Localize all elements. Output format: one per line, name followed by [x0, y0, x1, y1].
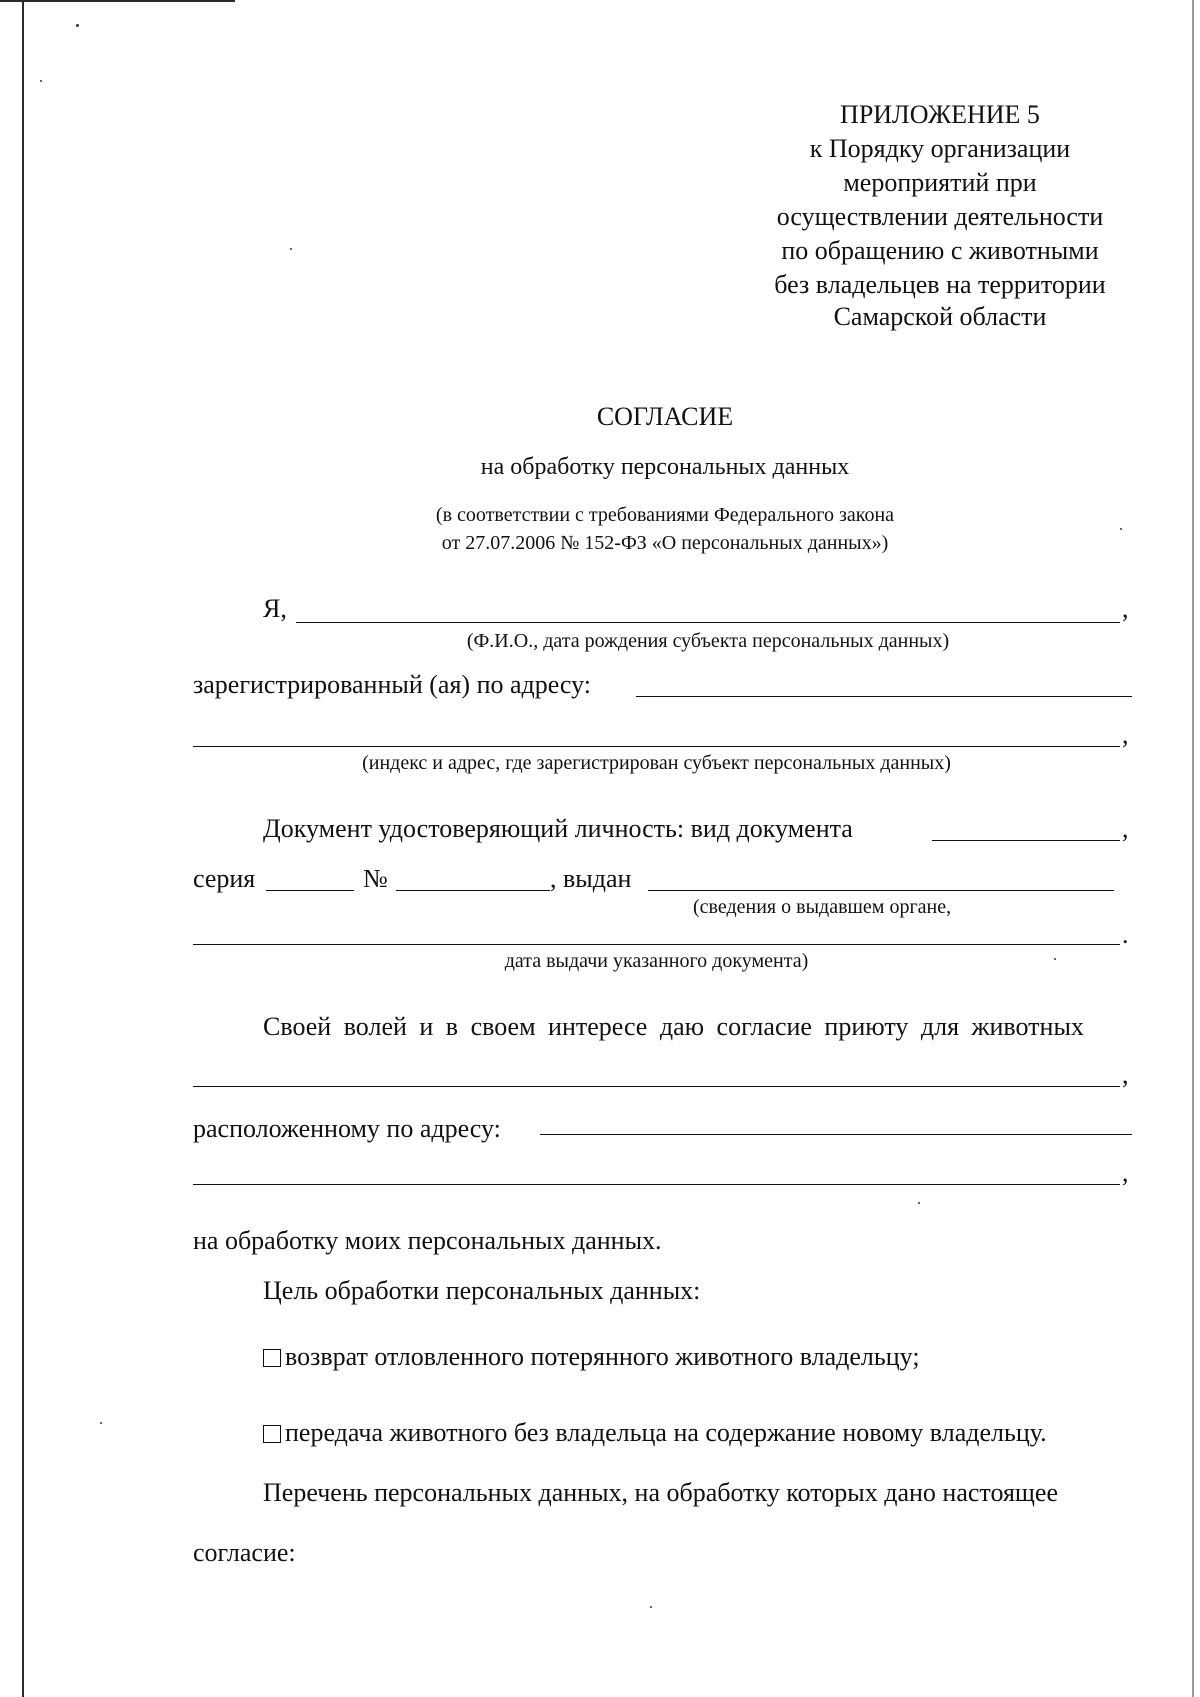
registered-address-field-line[interactable]: [636, 696, 1132, 697]
issue-date-field-line[interactable]: [193, 944, 1120, 945]
scan-border-top: [0, 0, 235, 2]
shelter-address-field-line[interactable]: [540, 1134, 1132, 1135]
legal-basis-line: от 27.07.2006 № 152-ФЗ «О персональных данных»): [441, 532, 889, 554]
scan-speck: [918, 1202, 920, 1204]
address-hint: (индекс и адрес, где зарегистрирован субъект персональных данных): [362, 752, 951, 774]
comma: ,: [1122, 1060, 1129, 1089]
legal-basis-line: (в соответствии с требованиями Федерального закона: [435, 504, 895, 526]
purpose-return-checkbox[interactable]: [263, 1349, 281, 1367]
fio-field-line[interactable]: [296, 622, 1120, 623]
comma: ,: [1122, 1158, 1129, 1187]
issue-date-hint: дата выдачи указанного документа): [504, 950, 809, 972]
series-label: серия: [193, 864, 256, 893]
i-label: Я,: [263, 594, 287, 623]
document-type-field-line[interactable]: [932, 840, 1120, 841]
number-label: №: [363, 864, 388, 893]
scan-speck: [76, 24, 79, 27]
comma: ,: [1122, 814, 1129, 843]
document-title: СОГЛАСИЕ: [596, 402, 734, 431]
annex-line: мероприятий при: [843, 168, 1037, 197]
fio-hint: (Ф.И.О., дата рождения субъекта персональных данных): [466, 630, 950, 652]
number-field-line[interactable]: [396, 890, 550, 891]
located-label: расположенному по адресу:: [193, 1114, 501, 1143]
annex-line: осуществлении деятельности: [776, 202, 1104, 231]
data-list-intro: Перечень персональных данных, на обработку которых дано настоящее: [263, 1478, 1059, 1507]
shelter-address-field-line-2[interactable]: [193, 1184, 1120, 1185]
purpose-option-return[interactable]: [263, 1342, 920, 1372]
consent-line: Своей волей и в своем интересе даю согласие приюту для животных: [263, 1012, 1084, 1041]
registered-label: зарегистрированный (ая) по адресу:: [193, 670, 592, 699]
scan-speck: [650, 1606, 652, 1608]
scan-border-right: [1192, 0, 1194, 1697]
annex-line: к Порядку организации: [809, 134, 1071, 163]
purpose-return-label: возврат отловленного потерянного животного владельцу;: [285, 1342, 920, 1371]
shelter-name-field-line[interactable]: [193, 1086, 1120, 1087]
purpose-label: Цель обработки персональных данных:: [263, 1276, 701, 1305]
data-list-intro-continued: согласие:: [193, 1538, 296, 1567]
issuer-field-line[interactable]: [648, 890, 1114, 891]
annex-line: по обращению с животными: [781, 236, 1099, 265]
scan-speck: [290, 248, 292, 250]
purpose-transfer-label: передача животного без владельца на содержание новому владельцу.: [285, 1418, 1047, 1447]
processing-line: на обработку моих персональных данных.: [193, 1226, 662, 1255]
annex-line: без владельцев на территории: [774, 270, 1106, 299]
scan-border-left: [22, 0, 24, 1697]
comma: ,: [1122, 594, 1129, 623]
annex-line: Самарской области: [833, 302, 1047, 331]
scan-speck: [40, 80, 42, 82]
issued-label: , выдан: [550, 864, 632, 893]
series-field-line[interactable]: [266, 890, 354, 891]
issuer-hint: (сведения о выдавшем органе,: [693, 896, 952, 918]
period: .: [1122, 920, 1129, 949]
comma: ,: [1122, 720, 1129, 749]
purpose-option-transfer[interactable]: [263, 1418, 1047, 1448]
scan-speck: [1120, 528, 1122, 530]
purpose-transfer-checkbox[interactable]: [263, 1425, 281, 1443]
annex-title: ПРИЛОЖЕНИЕ 5: [840, 100, 1040, 129]
document-subtitle: на обработку персональных данных: [480, 454, 850, 480]
document-label: Документ удостоверяющий личность: вид документа: [263, 814, 853, 843]
scan-speck: [100, 1422, 102, 1424]
registered-address-field-line-2[interactable]: [193, 746, 1120, 747]
